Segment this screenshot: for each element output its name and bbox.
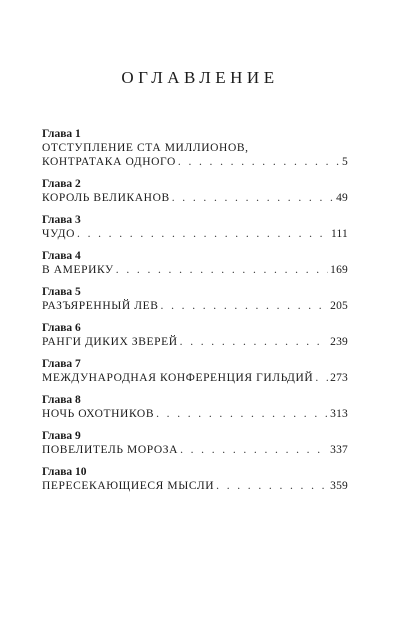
chapter-title: МЕЖДУНАРОДНАЯ КОНФЕРЕНЦИЯ ГИЛЬДИЙ: [42, 372, 314, 384]
dot-leader: [178, 155, 340, 169]
table-of-contents: [42, 128, 348, 502]
page-number: 359: [330, 480, 348, 492]
page-number: 5: [342, 156, 348, 168]
chapter-number: Глава 7: [42, 358, 81, 370]
chapter-title: ПОВЕЛИТЕЛЬ МОРОЗА: [42, 444, 179, 456]
toc-entry: [42, 250, 348, 277]
chapter-title: НОЧЬ ОХОТНИКОВ: [42, 408, 155, 420]
toc-entry: [42, 128, 348, 169]
dot-leader: [315, 371, 328, 385]
chapter-title: ОТСТУПЛЕНИЕ СТА МИЛЛИОНОВ,: [42, 142, 249, 154]
chapter-title-line: [42, 141, 348, 155]
toc-entry: [42, 394, 348, 421]
dot-leader: [161, 299, 329, 313]
chapter-number: Глава 2: [42, 178, 81, 190]
chapter-title-line: [42, 227, 348, 241]
chapter-title-line: [42, 407, 348, 421]
page-number: 313: [330, 408, 348, 420]
toc-entry: [42, 358, 348, 385]
chapter-title-line: [42, 443, 348, 457]
dot-leader: [116, 263, 328, 277]
toc-entry: [42, 286, 348, 313]
dot-leader: [180, 443, 328, 457]
chapter-title-line: [42, 371, 348, 385]
chapter-number: Глава 5: [42, 286, 81, 298]
chapter-title-line: [42, 155, 348, 169]
chapter-number: Глава 1: [42, 128, 81, 140]
toc-entry: [42, 466, 348, 493]
chapter-title-line: [42, 191, 348, 205]
chapter-number: Глава 4: [42, 250, 81, 262]
chapter-number: Глава 3: [42, 214, 81, 226]
chapter-title-line: [42, 479, 348, 493]
chapter-title-line: [42, 299, 348, 313]
page-number: 337: [330, 444, 348, 456]
chapter-number: Глава 8: [42, 394, 81, 406]
chapter-title-line: [42, 263, 348, 277]
page-number: 169: [330, 264, 348, 276]
page-number: 239: [330, 336, 348, 348]
dot-leader: [172, 191, 334, 205]
dot-leader: [77, 227, 329, 241]
toc-entry: [42, 214, 348, 241]
chapter-title: РАНГИ ДИКИХ ЗВЕРЕЙ: [42, 336, 178, 348]
chapter-number: Глава 6: [42, 322, 81, 334]
chapter-title: В АМЕРИКУ: [42, 264, 114, 276]
dot-leader: [216, 479, 328, 493]
page-number: 205: [330, 300, 348, 312]
dot-leader: [180, 335, 328, 349]
dot-leader: [156, 407, 328, 421]
page-title: ОГЛАВЛЕНИЕ: [121, 68, 279, 87]
toc-entry: [42, 178, 348, 205]
chapter-title-line: [42, 335, 348, 349]
chapter-title: КОРОЛЬ ВЕЛИКАНОВ: [42, 192, 170, 204]
page-number: 111: [331, 228, 348, 240]
chapter-title: РАЗЪЯРЕННЫЙ ЛЕВ: [42, 300, 159, 312]
chapter-title: ПЕРЕСЕКАЮЩИЕСЯ МЫСЛИ: [42, 480, 215, 492]
chapter-title: КОНТРАТАКА ОДНОГО: [42, 156, 176, 168]
toc-entry: [42, 430, 348, 457]
page-number: 273: [330, 372, 348, 384]
chapter-number: Глава 9: [42, 430, 81, 442]
chapter-title: ЧУДО: [42, 228, 76, 240]
page-number: 49: [336, 192, 348, 204]
chapter-number: Глава 10: [42, 466, 87, 478]
toc-entry: [42, 322, 348, 349]
